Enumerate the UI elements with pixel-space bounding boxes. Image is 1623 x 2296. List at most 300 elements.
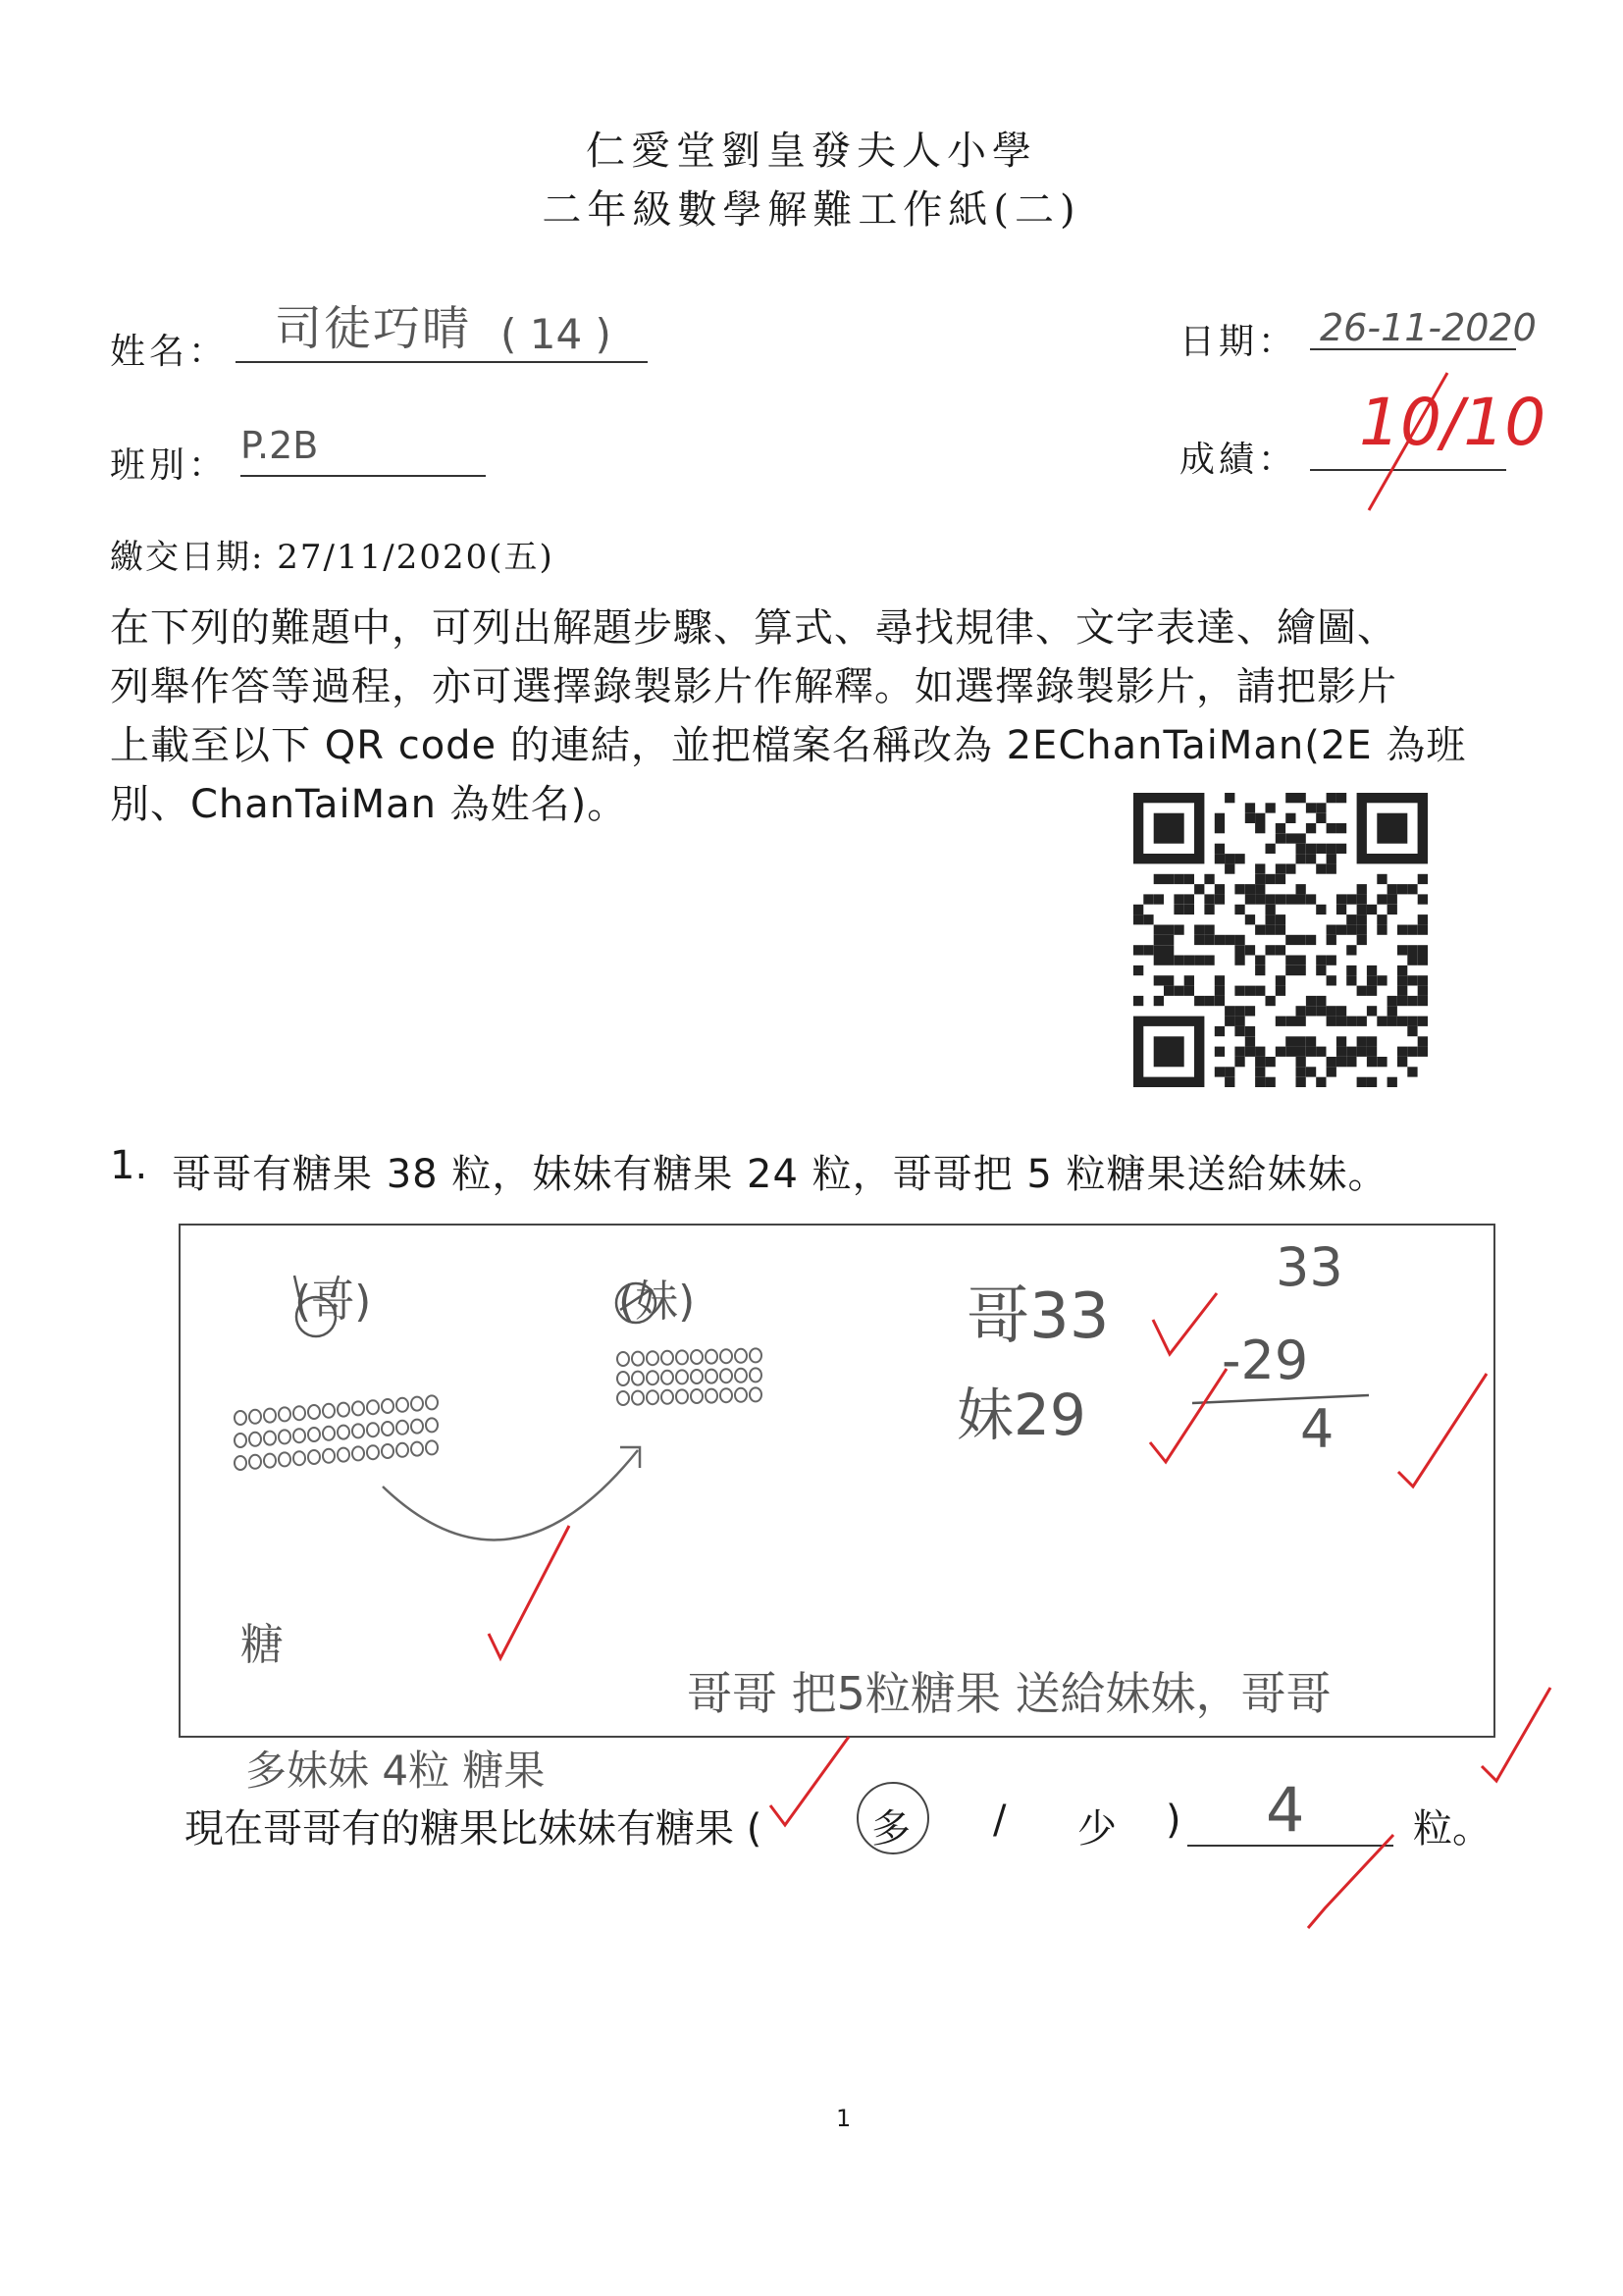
qr-module [1327, 1067, 1336, 1076]
qr-module [1357, 1017, 1367, 1026]
qr-module [1276, 894, 1285, 904]
qr-module [1215, 935, 1225, 945]
qr-module [1255, 925, 1265, 935]
qr-module [1306, 1047, 1316, 1057]
answer-close-paren: ) [1166, 1798, 1181, 1843]
qr-module [1255, 894, 1265, 904]
qr-module [1225, 793, 1234, 803]
qr-module [1346, 975, 1356, 985]
qr-module [1316, 965, 1326, 975]
qr-module [1346, 965, 1356, 975]
candy-word: 糖 [240, 1620, 284, 1670]
qr-module [1407, 945, 1417, 955]
qr-module [1245, 945, 1255, 955]
question-text: 哥哥有糖果 38 粒，妹妹有糖果 24 粒，哥哥把 5 粒糖果送給妹妹。 [172, 1152, 1388, 1197]
qr-module [1204, 935, 1214, 945]
qr-module [1296, 935, 1306, 945]
qr-module [1285, 935, 1295, 945]
qr-module [1215, 1067, 1225, 1076]
qr-module [1327, 956, 1336, 965]
qr-module [1266, 1057, 1276, 1067]
qr-module [1336, 793, 1346, 803]
qr-module [1255, 863, 1265, 873]
qr-module [1255, 1067, 1265, 1076]
qr-module [1255, 1077, 1265, 1087]
qr-module [1357, 905, 1367, 914]
qr-module [1316, 863, 1326, 873]
qr-module [1407, 1067, 1417, 1076]
qr-module [1377, 1017, 1387, 1026]
due-date: 繳交日期: 27/11/2020(五) [110, 538, 554, 577]
qr-module [1296, 854, 1306, 863]
qr-module [1164, 874, 1174, 884]
qr-module [1367, 1057, 1377, 1067]
qr-module [1397, 1047, 1407, 1057]
qr-module [1285, 894, 1295, 904]
qr-module [1234, 935, 1244, 945]
qr-module [1215, 986, 1225, 996]
qr-module [1285, 863, 1295, 873]
qr-module [1245, 803, 1255, 812]
qr-module [1316, 1006, 1326, 1016]
qr-module [1184, 975, 1194, 985]
qr-module [1397, 884, 1407, 894]
qr-module [1296, 1077, 1306, 1087]
qr-module [1336, 925, 1346, 935]
class-line [240, 475, 486, 477]
qr-module [1143, 945, 1153, 955]
qr-module [1316, 905, 1326, 914]
qr-module [1367, 965, 1377, 975]
qr-module [1407, 975, 1417, 985]
page-number: 1 [836, 2105, 852, 2132]
qr-module [1245, 986, 1255, 996]
qr-module [1266, 844, 1276, 854]
worksheet-title: 二年級數學解難工作紙(二) [542, 187, 1081, 233]
qr-module [1327, 975, 1336, 985]
qr-module [1143, 914, 1153, 924]
qr-module [1327, 935, 1336, 945]
qr-module [1418, 1036, 1428, 1046]
qr-module [1234, 1047, 1244, 1057]
qr-module [1184, 905, 1194, 914]
qr-module [1164, 975, 1174, 985]
option-more[interactable]: 多 [871, 1806, 911, 1852]
qr-module [1397, 925, 1407, 935]
school-name: 仁愛堂劉皇發夫人小學 [586, 129, 1037, 174]
class-number: ( 14 ) [500, 310, 611, 358]
selected-option-circle [857, 1782, 929, 1854]
option-less[interactable]: 少 [1077, 1806, 1117, 1852]
qr-module [1276, 925, 1285, 935]
qr-module [1225, 863, 1234, 873]
qr-module [1418, 975, 1428, 985]
qr-module [1215, 894, 1225, 904]
qr-module [1174, 986, 1183, 996]
qr-module [1285, 1047, 1295, 1057]
qr-module [1285, 1017, 1295, 1026]
qr-module [1306, 1067, 1316, 1076]
qr-module [1164, 945, 1174, 955]
qr-module [1418, 1047, 1428, 1057]
qr-module [1285, 965, 1295, 975]
qr-module [1346, 945, 1356, 955]
qr-module [1266, 874, 1276, 884]
qr-module [1407, 1026, 1417, 1036]
qr-code[interactable] [1130, 793, 1431, 1087]
qr-module [1215, 996, 1225, 1006]
qr-module [1407, 1017, 1417, 1026]
qr-module [1418, 874, 1428, 884]
answer-prefix: 現在哥哥有的糖果比妹妹有糖果 ( [184, 1806, 762, 1852]
qr-module [1234, 956, 1244, 965]
qr-module [1215, 844, 1225, 854]
qr-module [1194, 935, 1204, 945]
qr-module [1255, 1057, 1265, 1067]
qr-module [1296, 1047, 1306, 1057]
option-separator: / [993, 1798, 1007, 1843]
answer-sentence-line1: 哥哥 把5粒糖果 送給妹妹，哥哥 [687, 1667, 1332, 1720]
qr-module [1418, 945, 1428, 955]
name-line [236, 361, 648, 363]
qr-module [1194, 956, 1204, 965]
qr-module [1266, 894, 1276, 904]
qr-module [1133, 945, 1143, 955]
qr-module [1306, 935, 1316, 945]
qr-module [1276, 823, 1285, 833]
qr-module [1164, 986, 1174, 996]
qr-module [1234, 905, 1244, 914]
qr-module [1164, 935, 1174, 945]
qr-module [1285, 813, 1295, 823]
qr-module [1418, 956, 1428, 965]
qr-module [1296, 894, 1306, 904]
qr-module [1266, 905, 1276, 914]
qr-module [1346, 1047, 1356, 1057]
qr-module [1234, 1026, 1244, 1036]
class-value: P.2B [240, 424, 319, 467]
qr-module [1336, 905, 1346, 914]
qr-module [1184, 894, 1194, 904]
qr-module [1316, 996, 1326, 1006]
qr-module [1133, 905, 1143, 914]
qr-module [1204, 905, 1214, 914]
qr-module [1174, 925, 1183, 935]
qr-module [1387, 1017, 1397, 1026]
score-label: 成績： [1179, 440, 1298, 480]
qr-module [1184, 874, 1194, 884]
date-value: 26-11-2020 [1320, 306, 1537, 349]
qr-module [1164, 925, 1174, 935]
answer-value: 4 [1266, 1774, 1305, 1846]
qr-module [1285, 1036, 1295, 1046]
qr-module [1255, 956, 1265, 965]
qr-module [1418, 914, 1428, 924]
qr-module [1306, 1036, 1316, 1046]
qr-module [1367, 975, 1377, 985]
qr-module [1397, 1017, 1407, 1026]
instruction-line: 上載至以下 QR code 的連結，並把檔案名稱改為 2EChanTaiMan(2E 為班 [110, 723, 1467, 768]
qr-module [1133, 965, 1143, 975]
qr-module [1234, 1057, 1244, 1067]
qr-module [1346, 1017, 1356, 1026]
qr-module [1296, 1006, 1306, 1016]
qr-module [1133, 996, 1143, 1006]
qr-module [1377, 914, 1387, 924]
instruction-line: 在下列的難題中，可列出解題步驟、算式、尋找規律、文字表達、繪圖、 [110, 605, 1397, 651]
qr-module [1255, 823, 1265, 833]
qr-module [1154, 996, 1164, 1006]
qr-module [1285, 833, 1295, 843]
qr-module [1367, 1006, 1377, 1016]
qr-module [1327, 1006, 1336, 1016]
qr-module [1255, 1047, 1265, 1057]
qr-module [1397, 996, 1407, 1006]
qr-module [1377, 1057, 1387, 1067]
qr-module [1215, 884, 1225, 894]
qr-module [1276, 1047, 1285, 1057]
qr-module [1225, 1067, 1234, 1076]
qr-module [1336, 1036, 1346, 1046]
qr-module [1215, 823, 1225, 833]
qr-module [1327, 1057, 1336, 1067]
column-result: 4 [1300, 1398, 1335, 1460]
qr-module [1407, 884, 1417, 894]
qr-module [1306, 894, 1316, 904]
qr-module [1234, 1006, 1244, 1016]
qr-module [1418, 1017, 1428, 1026]
qr-module [1306, 996, 1316, 1006]
qr-module [1336, 844, 1346, 854]
qr-module [1225, 1017, 1234, 1026]
qr-module [1296, 956, 1306, 965]
qr-module [1245, 884, 1255, 894]
qr-module [1336, 1006, 1346, 1016]
qr-module [1357, 914, 1367, 924]
qr-module [1215, 1047, 1225, 1057]
qr-module [1316, 844, 1326, 854]
qr-module [1377, 925, 1387, 935]
qr-module [1367, 1036, 1377, 1046]
qr-module [1296, 1067, 1306, 1076]
qr-module [1418, 996, 1428, 1006]
qr-module [1327, 1017, 1336, 1026]
qr-module [1184, 986, 1194, 996]
class-label: 班別： [110, 445, 229, 486]
qr-module [1245, 894, 1255, 904]
qr-finder-pattern [1377, 813, 1407, 844]
qr-module [1276, 874, 1285, 884]
qr-module [1306, 803, 1316, 812]
qr-module [1327, 844, 1336, 854]
qr-module [1154, 975, 1164, 985]
qr-module [1215, 1026, 1225, 1036]
qr-module [1346, 894, 1356, 904]
qr-module [1357, 1047, 1367, 1057]
qr-module [1296, 844, 1306, 854]
qr-module [1327, 854, 1336, 863]
qr-module [1204, 996, 1214, 1006]
qr-module [1225, 935, 1234, 945]
qr-module [1327, 793, 1336, 803]
qr-module [1276, 986, 1285, 996]
qr-module [1387, 1077, 1397, 1087]
qr-module [1377, 894, 1387, 904]
calc-sister: 妹29 [957, 1382, 1086, 1448]
qr-module [1234, 945, 1244, 955]
qr-module [1245, 1047, 1255, 1057]
qr-module [1133, 914, 1143, 924]
qr-module [1154, 935, 1164, 945]
qr-module [1407, 925, 1417, 935]
qr-module [1407, 956, 1417, 965]
qr-module [1357, 894, 1367, 904]
qr-module [1327, 823, 1336, 833]
qr-module [1194, 996, 1204, 1006]
qr-module [1234, 1017, 1244, 1026]
qr-module [1174, 905, 1183, 914]
qr-module [1204, 925, 1214, 935]
qr-module [1276, 1017, 1285, 1026]
qr-module [1245, 914, 1255, 924]
qr-module [1234, 884, 1244, 894]
calc-brother: 哥33 [967, 1280, 1110, 1353]
qr-module [1143, 894, 1153, 904]
qr-module [1266, 996, 1276, 1006]
qr-module [1296, 793, 1306, 803]
qr-module [1387, 884, 1397, 894]
qr-module [1306, 854, 1316, 863]
qr-module [1234, 986, 1244, 996]
qr-module [1204, 874, 1214, 884]
qr-module [1194, 925, 1204, 935]
qr-module [1296, 965, 1306, 975]
qr-module [1276, 914, 1285, 924]
column-top: 33 [1276, 1236, 1343, 1298]
qr-module [1346, 914, 1356, 924]
qr-module [1225, 1006, 1234, 1016]
qr-module [1296, 833, 1306, 843]
qr-module [1306, 1006, 1316, 1016]
qr-module [1245, 813, 1255, 823]
qr-module [1154, 956, 1164, 965]
qr-module [1174, 894, 1183, 904]
name-value: 司徒巧晴 [275, 301, 472, 356]
qr-module [1266, 1077, 1276, 1087]
qr-module [1357, 925, 1367, 935]
qr-module [1174, 874, 1183, 884]
instruction-line: 列舉作答等過程，亦可選擇錄製影片作解釋。如選擇錄製影片，請把影片 [110, 664, 1397, 709]
qr-module [1184, 956, 1194, 965]
qr-module [1255, 986, 1265, 996]
score-value: 10/10 [1359, 385, 1546, 460]
qr-module [1255, 874, 1265, 884]
qr-module [1316, 956, 1326, 965]
qr-module [1397, 986, 1407, 996]
qr-module [1418, 894, 1428, 904]
qr-module [1397, 965, 1407, 975]
qr-module [1215, 975, 1225, 985]
qr-module [1418, 925, 1428, 935]
qr-module [1225, 1077, 1234, 1087]
qr-module [1367, 1047, 1377, 1057]
qr-module [1276, 833, 1285, 843]
qr-module [1316, 813, 1326, 823]
qr-finder-pattern [1154, 813, 1184, 844]
qr-module [1306, 844, 1316, 854]
answer-sentence-line2: 多妹妹 4粒 糖果 [245, 1747, 546, 1795]
qr-module [1336, 1057, 1346, 1067]
qr-module [1336, 894, 1346, 904]
qr-module [1276, 945, 1285, 955]
qr-module [1255, 813, 1265, 823]
qr-module [1346, 925, 1356, 935]
qr-module [1266, 925, 1276, 935]
qr-module [1174, 956, 1183, 965]
qr-module [1296, 1036, 1306, 1046]
qr-module [1296, 1017, 1306, 1026]
qr-module [1367, 905, 1377, 914]
qr-module [1357, 884, 1367, 894]
sister-label: (妹) [618, 1277, 696, 1327]
qr-module [1397, 975, 1407, 985]
qr-module [1387, 996, 1397, 1006]
qr-module [1164, 956, 1174, 965]
qr-module [1285, 793, 1295, 803]
name-label: 姓名： [110, 332, 229, 372]
qr-module [1296, 1057, 1306, 1067]
qr-module [1266, 803, 1276, 812]
qr-module [1387, 894, 1397, 904]
qr-module [1327, 863, 1336, 873]
qr-module [1336, 1017, 1346, 1026]
qr-module [1397, 945, 1407, 955]
qr-module [1245, 1036, 1255, 1046]
qr-module [1154, 894, 1164, 904]
qr-module [1407, 1047, 1417, 1057]
date-label: 日期： [1179, 322, 1298, 362]
qr-module [1306, 823, 1316, 833]
qr-module [1346, 1057, 1356, 1067]
qr-module [1357, 986, 1367, 996]
qr-module [1357, 935, 1367, 945]
qr-finder-pattern [1154, 1036, 1184, 1067]
qr-module [1336, 1047, 1346, 1057]
qr-module [1245, 1026, 1255, 1036]
answer-unit: 粒。 [1413, 1806, 1492, 1852]
qr-module [1387, 1006, 1397, 1016]
qr-module [1296, 884, 1306, 894]
qr-module [1255, 884, 1265, 894]
qr-module [1407, 996, 1417, 1006]
qr-module [1215, 813, 1225, 823]
qr-module [1327, 925, 1336, 935]
qr-module [1316, 1047, 1326, 1057]
qr-module [1357, 1036, 1367, 1046]
qr-module [1285, 956, 1295, 965]
qr-module [1234, 854, 1244, 863]
qr-module [1255, 965, 1265, 975]
qr-module [1316, 803, 1326, 812]
instruction-line: 別、ChanTaiMan 為姓名)。 [110, 782, 628, 827]
qr-module [1377, 874, 1387, 884]
qr-module [1266, 945, 1276, 955]
qr-module [1316, 1077, 1326, 1087]
qr-module [1154, 874, 1164, 884]
qr-module [1418, 986, 1428, 996]
qr-module [1397, 1057, 1407, 1067]
qr-module [1276, 863, 1285, 873]
